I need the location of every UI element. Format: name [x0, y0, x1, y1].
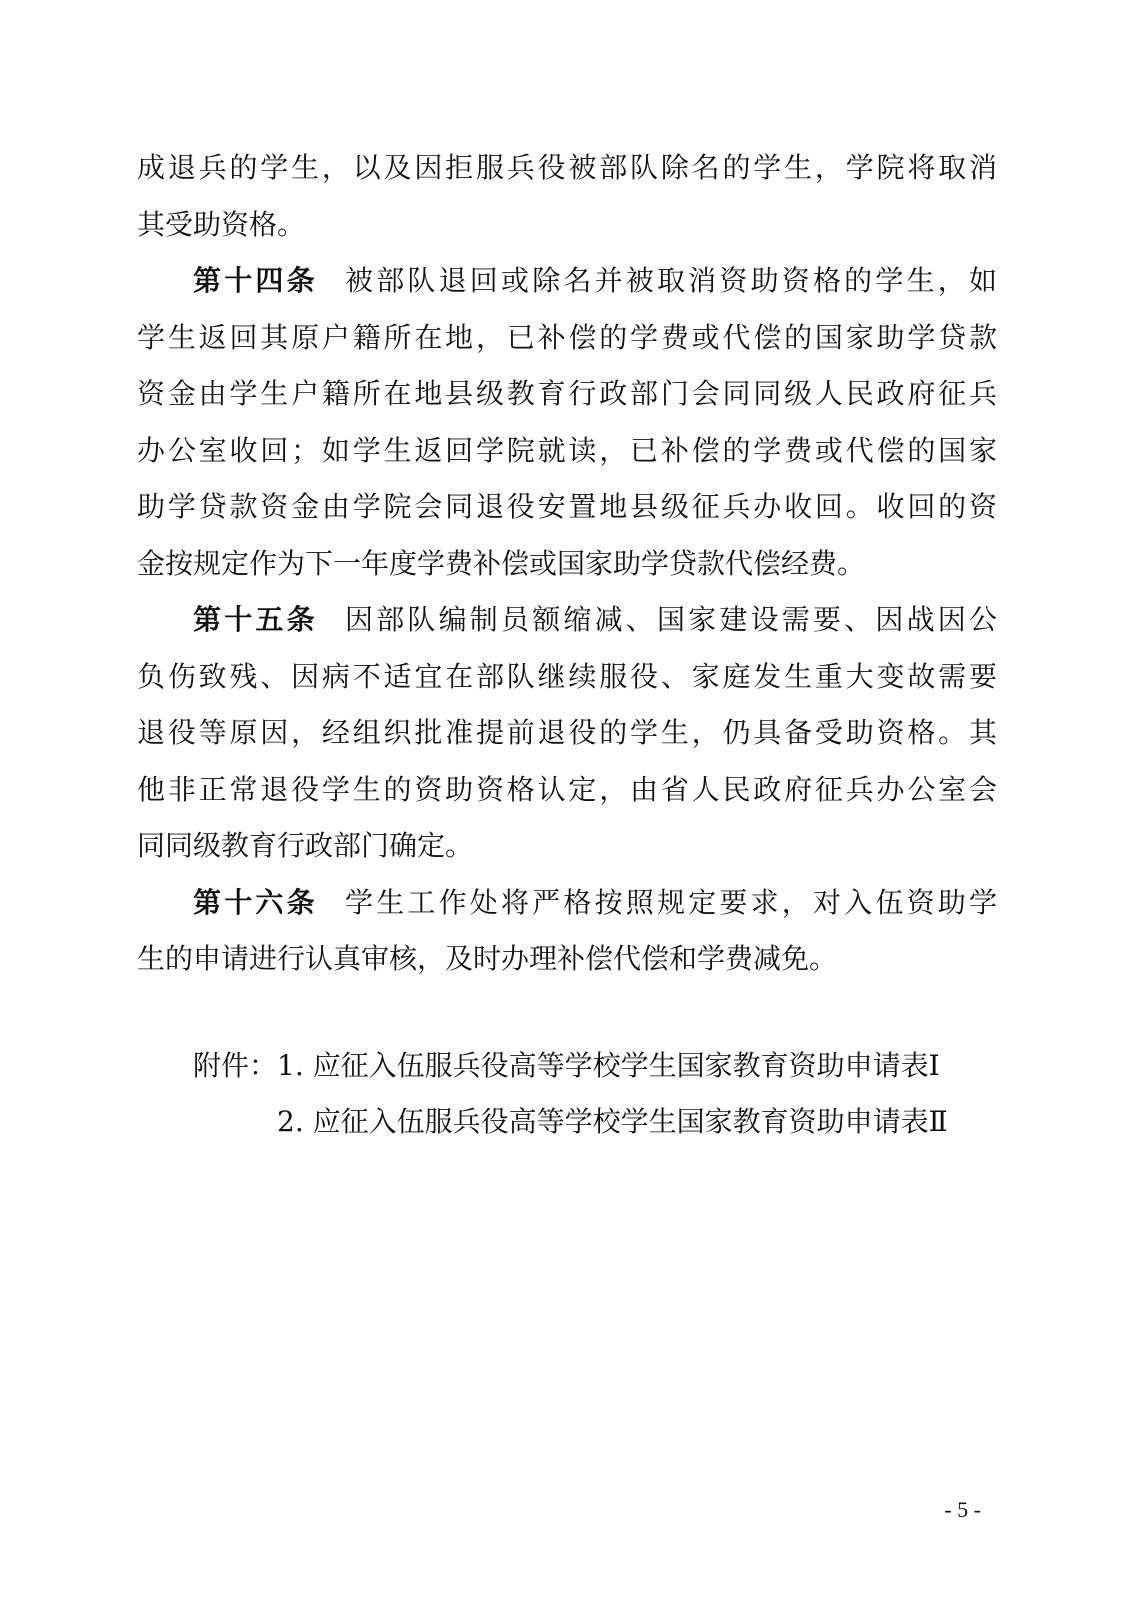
paragraph-line: 办公室收回；如学生返回学院就读，已补偿的学费或代偿的国家: [137, 433, 997, 467]
article-14-first-line: [137, 253, 997, 310]
page-number: - 5 -: [944, 1497, 981, 1522]
attachment-title: 1. 应征入伍服兵役高等学校学生国家教育资助申请表Ⅰ: [277, 1049, 940, 1082]
article-16-first-text: 学生工作处将严格按照规定要求，对入伍资助学: [341, 885, 997, 919]
paragraph-line: 负伤致残、因病不适宜在部队继续服役、家庭发生重大变故需要: [137, 659, 997, 693]
paragraph-line: 生的申请进行认真审核，及时办理补偿代偿和学费减免。: [137, 942, 838, 975]
article-14-first-text: 被部队退回或除名并被取消资助资格的学生，如: [341, 264, 997, 297]
attachments-label: 附件：: [193, 1049, 278, 1082]
paragraph-line: 成退兵的学生，以及因拒服兵役被部队除名的学生，学院将取消: [137, 151, 997, 184]
attachment-title: 2. 应征入伍服兵役高等学校学生国家教育资助申请表Ⅱ: [277, 1105, 948, 1138]
article-15-heading: 第十五条: [193, 603, 318, 636]
article-16-first-line: [137, 875, 997, 932]
paragraph-line: 助学贷款资金由学院会同退役安置地县级征兵办收回。收回的资: [137, 490, 997, 523]
paragraph-line: 他非正常退役学生的资助资格认定，由省人民政府征兵办公室会: [137, 772, 997, 806]
attachment-item: [193, 1038, 998, 1094]
paragraph-line: 退役等原因，经组织批准提前退役的学生，仍具备受助资格。其: [137, 716, 997, 749]
paragraph-line: 金按规定作为下一年度学费补偿或国家助学贷款代偿经费。: [137, 546, 866, 580]
paragraph-line: 同同级教育行政部门确定。: [137, 829, 474, 862]
article-15-first-text: 因部队编制员额缩减、国家建设需要、因战因公: [341, 603, 997, 636]
article-15-first-line: [137, 592, 997, 649]
document-body: [137, 140, 997, 988]
article-14-heading: 第十四条: [193, 264, 318, 297]
attachment-item: [193, 1094, 998, 1150]
paragraph-line: 其受助资格。: [137, 207, 306, 241]
paragraph-line: 资金由学生户籍所在地县级教育行政部门会同同级人民政府征兵: [137, 377, 997, 410]
article-16-heading: 第十六条: [193, 885, 318, 919]
paragraph-line: 学生返回其原户籍所在地，已补偿的学费或代偿的国家助学贷款: [137, 320, 997, 354]
attachments-section: [193, 1038, 998, 1150]
